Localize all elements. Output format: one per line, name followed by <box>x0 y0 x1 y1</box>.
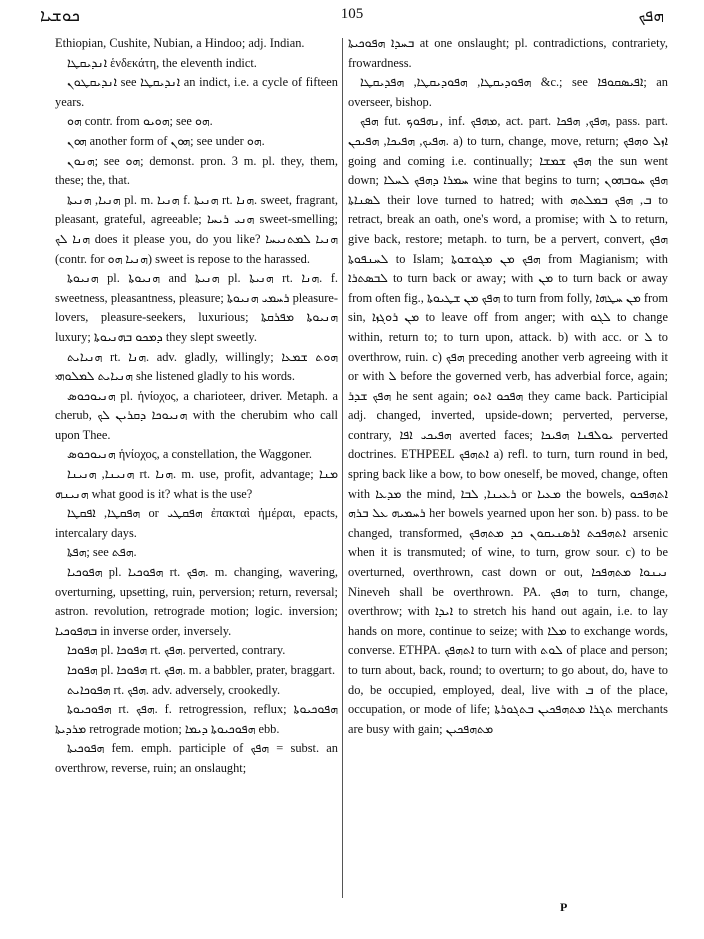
column-divider <box>342 38 343 898</box>
dictionary-entry: ܗܦܘܟܝܬܐ fem. emph. participle of ܗܦܟ = subst. an overthrow, reverse, ruin; an onslaught; <box>55 741 338 775</box>
dictionary-entry: ܗܢܝܘܟܘܣ ἡνίοχος, a constellation, the Waggoner. <box>67 447 312 462</box>
dictionary-entry: ܗܘܢ another form of ܗܘܢ; see under ܗܘ. <box>67 133 265 148</box>
dictionary-entry: ܗܦܘܟܝܘܬܐ rt. ܗܦܟ. f. retrogression, reflux; ܗܦܘܟܝܘܬܐ ܡܪܕܝܬܐ retrograde motion; ܗܦܘܟܝܘܬܐ ܕܝܡܐ ebb. <box>55 702 338 736</box>
dictionary-entry: ܗܦܘܟܐ pl. ܗܦܘܟܐ rt. ܗܦܟ. m. a babbler, prater, braggart. <box>67 663 336 677</box>
dictionary-entry: ܗܢܝܘܟܘܣ pl. ἡνίοχος, a charioteer, driver. Metaph. a cherub, ܗܢܝܘܟܐ ܕܩܪܝܢ ܠܟ with the cherubim who call upon Thee. <box>55 388 338 442</box>
dictionary-entry: ܗܘ contr. from ܗܘܝܘ; see ܗܘ. <box>67 114 213 129</box>
dictionary-entry: ܗܦܘܟܐܝܬ rt. ܗܦܟ. adv. adversely, crookedly. <box>67 682 281 697</box>
header-left-word: ܟܘܫܝܐ <box>40 6 80 26</box>
dictionary-entry: ܗܢܘܢ; see ܗܘ; demonst. pron. 3 m. pl. they, them, these; the, that. <box>55 153 339 188</box>
page-number: 105 <box>340 6 364 22</box>
left-column <box>55 34 338 779</box>
header-right-word: ܗܦܟ <box>638 6 664 26</box>
dictionary-entry: ܗܦܘܟܐ pl. ܗܦܘܟܐ rt. ܗܦܟ. perverted, contrary. <box>67 643 286 658</box>
dictionary-entry: ܗܢܝܐܝܬ rt. ܗܢܐ. adv. gladly, willingly; ܗܘܬ ܫܡܥܐ ܗܢܝܐܝܬ ܠܡܠܘܗܝ she listened gladly to his words. <box>55 349 338 384</box>
dictionary-entry: ܐܢܕܝܩܛܘܢ see ܐܢܕܝܩܛܐ an indict, i.e. a cycle of fifteen years. <box>55 75 338 109</box>
dictionary-entry: ܗܢܝܢܐ, ܗܢܝܢܐ rt. ܗܢܐ. m. use, profit, advantage; ܡܢܐ ܗܢܝܢܗ what good is it? what is the use? <box>55 467 338 501</box>
dictionary-entry: ܗܦܟ fut. ܢܗܦܘܟ, inf. ܡܗܦܟ, act. part. ܗܦܟ, ܗܦܟܐ, pass. part. ܗܦܝܟ, ܗܦܝܟܐ, ܗܦܝܟܢ. a) to turn, change, move, return; ܐܙܠ ܘܗܦܟ going and coming i.e. continually; ܗܦܟ ܫܡܫܐ the sun went down; ܚܡܪܐ ܕܗܦܟ ܠܚܠܐ wine that begins to turn; ܗܦܟ ܚܘܒܗܘܢ ܠܣܢܐܬܐ their love turned to hatred; with ܒ, ܗܦܟ ܒܡܠܬܗ to retract, break an oath, one's word, a promise; with ܠ to return, give back, restore; metaph. to turn, be a pervert, convert, ܗܦܟ ܠܚܢܦܘܬܐ to Islam; ܗܦܟ ܡܢ ܡܓܘܫܘܬܐ from Magianism; with ܠܒܣܬܪܐ to turn back or away; with ܡܢ to turn back or away from often fig., ܗܦܟ ܡܢ ܫܛܝܘܬܐ to turn from folly, ܡܢ ܚܛܗܐ from sin, ܡܢ ܪܘܓܙܐ to leave off from anger; with ܠܓܘ to change within, return to; to turn upon, attack. b) with acc. or ܠ to overthrow, ruin. c) ܗܦܟ preceding another verb agreeing with it or with ܠ before the governed verb, has adverbial force, again; ܗܦܟ ܫܕܪ he sent again; ܗܦܟܘ ܐܬܘ they came back. Participial adj. changed, inverted, upside-down; perverted, perverse, contrary, ܗܦܝܟܝ ܐܦܐ averted faces; ܝܘܠܦܢܐ ܗܦܝܟܐ perverted doctrines. ETHPEEL ܐܬܗܦܟ a) refl. to turn, turn round in bed, spring back like a bow, to bow oneself, be moved, change, often with ܡܕܥܐ the mind, ܪܥܝܢܐ, ܠܒܐ or ܡܥܝܐ the bowels, ܐܬܗܦܟܘ ܪܚܡܝܗ ܥܠ ܒܪܗ her bowels yearned upon her son. b) pass. to be changed, transformed, ܐܬܗܦܟܬ ܐܪܣܢܝܩܘܢ ܟܕ ܡܬܗܦܟ arsenic when it is transmuted; of wine, to turn, grow sour. c) to be overturned, overthrown, cast down or out, ܢܝܢܘܐ ܡܬܗܦܟܐ Nineveh shall be overthrown. PA. ܗܦܟ to turn, change, overthrow; with ܐܝܕܐ to stretch his hand out again, i.e. to lay hands on more, continue to seize; with ܡܠܐ to exchange words, converse. ETHPA. ܐܬܗܦܟ to turn with ܠܘܬ of place and person; to turn about, back, round; to overturn; to go about, do, have to do, be occupied, employed, deal, live with ܒ of the place, occupation, or mode of life; ܬܓܪܐ ܡܬܗܦܟܝܢ ܒܬܓܘܪܬܐ merchants are busy with gain; ܡܬܗܦܟܝܢ <box>348 114 669 736</box>
dictionary-entry: ܗܦܘܕܝܩܛܐ, ܗܦܘܕܝܩܛܐ, ܗܦܕܝܩܛܐ &c.; see ܐܦܝܣܩܘܦܐ; an overseer, bishop. <box>348 75 668 109</box>
dictionary-entry: ܗܦܘܟܝܐ pl. ܗܦܘܟܝܐ rt. ܗܦܟ. m. changing, wavering, overturning, upsetting, ruin, perversion; return, reversal; astron. revolution, retrograde motion; logic. inversion; ܒܗܦܘܟܝܐ in inverse order, inversely. <box>55 565 338 638</box>
dictionary-entry: ܗܢܝܘܬܐ pl. ܗܢܝܘܬܐ and ܗܢܝܬܐ pl. ܗܢܝܬܐ rt. ܗܢܐ. f. sweetness, pleasantness, pleasure; ܪܚܡܝ ܗܢܝܘܬܐ pleasure-lovers, pleasure-seekers, luxurious; ܗܢܝܘܬܐ ܡܦܪܩܬܐ luxury; ܕܡܟܘ ܒܗܢܝܘܬܐ they slept sweetly. <box>55 271 338 344</box>
dictionary-entry: ܒܚܕܐ ܗܦܘܟܝܬܐ at one onslaught; pl. contradictions, contrariety, frowardness. <box>348 36 668 70</box>
dictionary-entry: ܗܦܬܐ; see ܗܦܬ. <box>67 545 137 560</box>
right-column <box>348 34 668 739</box>
dictionary-entry: Ethiopian, Cushite, Nubian, a Hindoo; adj. Indian. <box>55 36 305 50</box>
page-header <box>40 4 664 28</box>
signature-mark: P <box>560 900 568 914</box>
dictionary-entry: ܗܢܝܐ, ܗܢܝܬܐ pl. m. ܗܢܝܐ f. ܗܢܝܬܐ rt. ܗܢܐ. sweet, fragrant, pleasant, grateful, agreeable; ܗܢܝ ܪܝܚܐ sweet-smelling; ܗܢܐ ܠܟ does it please you, do you like? ܗܢܝܐ ܠܡܬܢܝܚܐ (contr. for ܗܢܝܐ ܗܘ) sweet is repose to the harassed. <box>55 192 338 266</box>
dictionary-entry: ܗܦܩܛܐ, ܐܦܩܛܐ or ܗܦܩܛܝ ἐπακταὶ ἡμέραι, epacts, intercalary days. <box>55 506 338 540</box>
dictionary-entry: ܐܢܕܝܩܛܐ ἑνδεκάτη, the eleventh indict. <box>67 55 257 70</box>
